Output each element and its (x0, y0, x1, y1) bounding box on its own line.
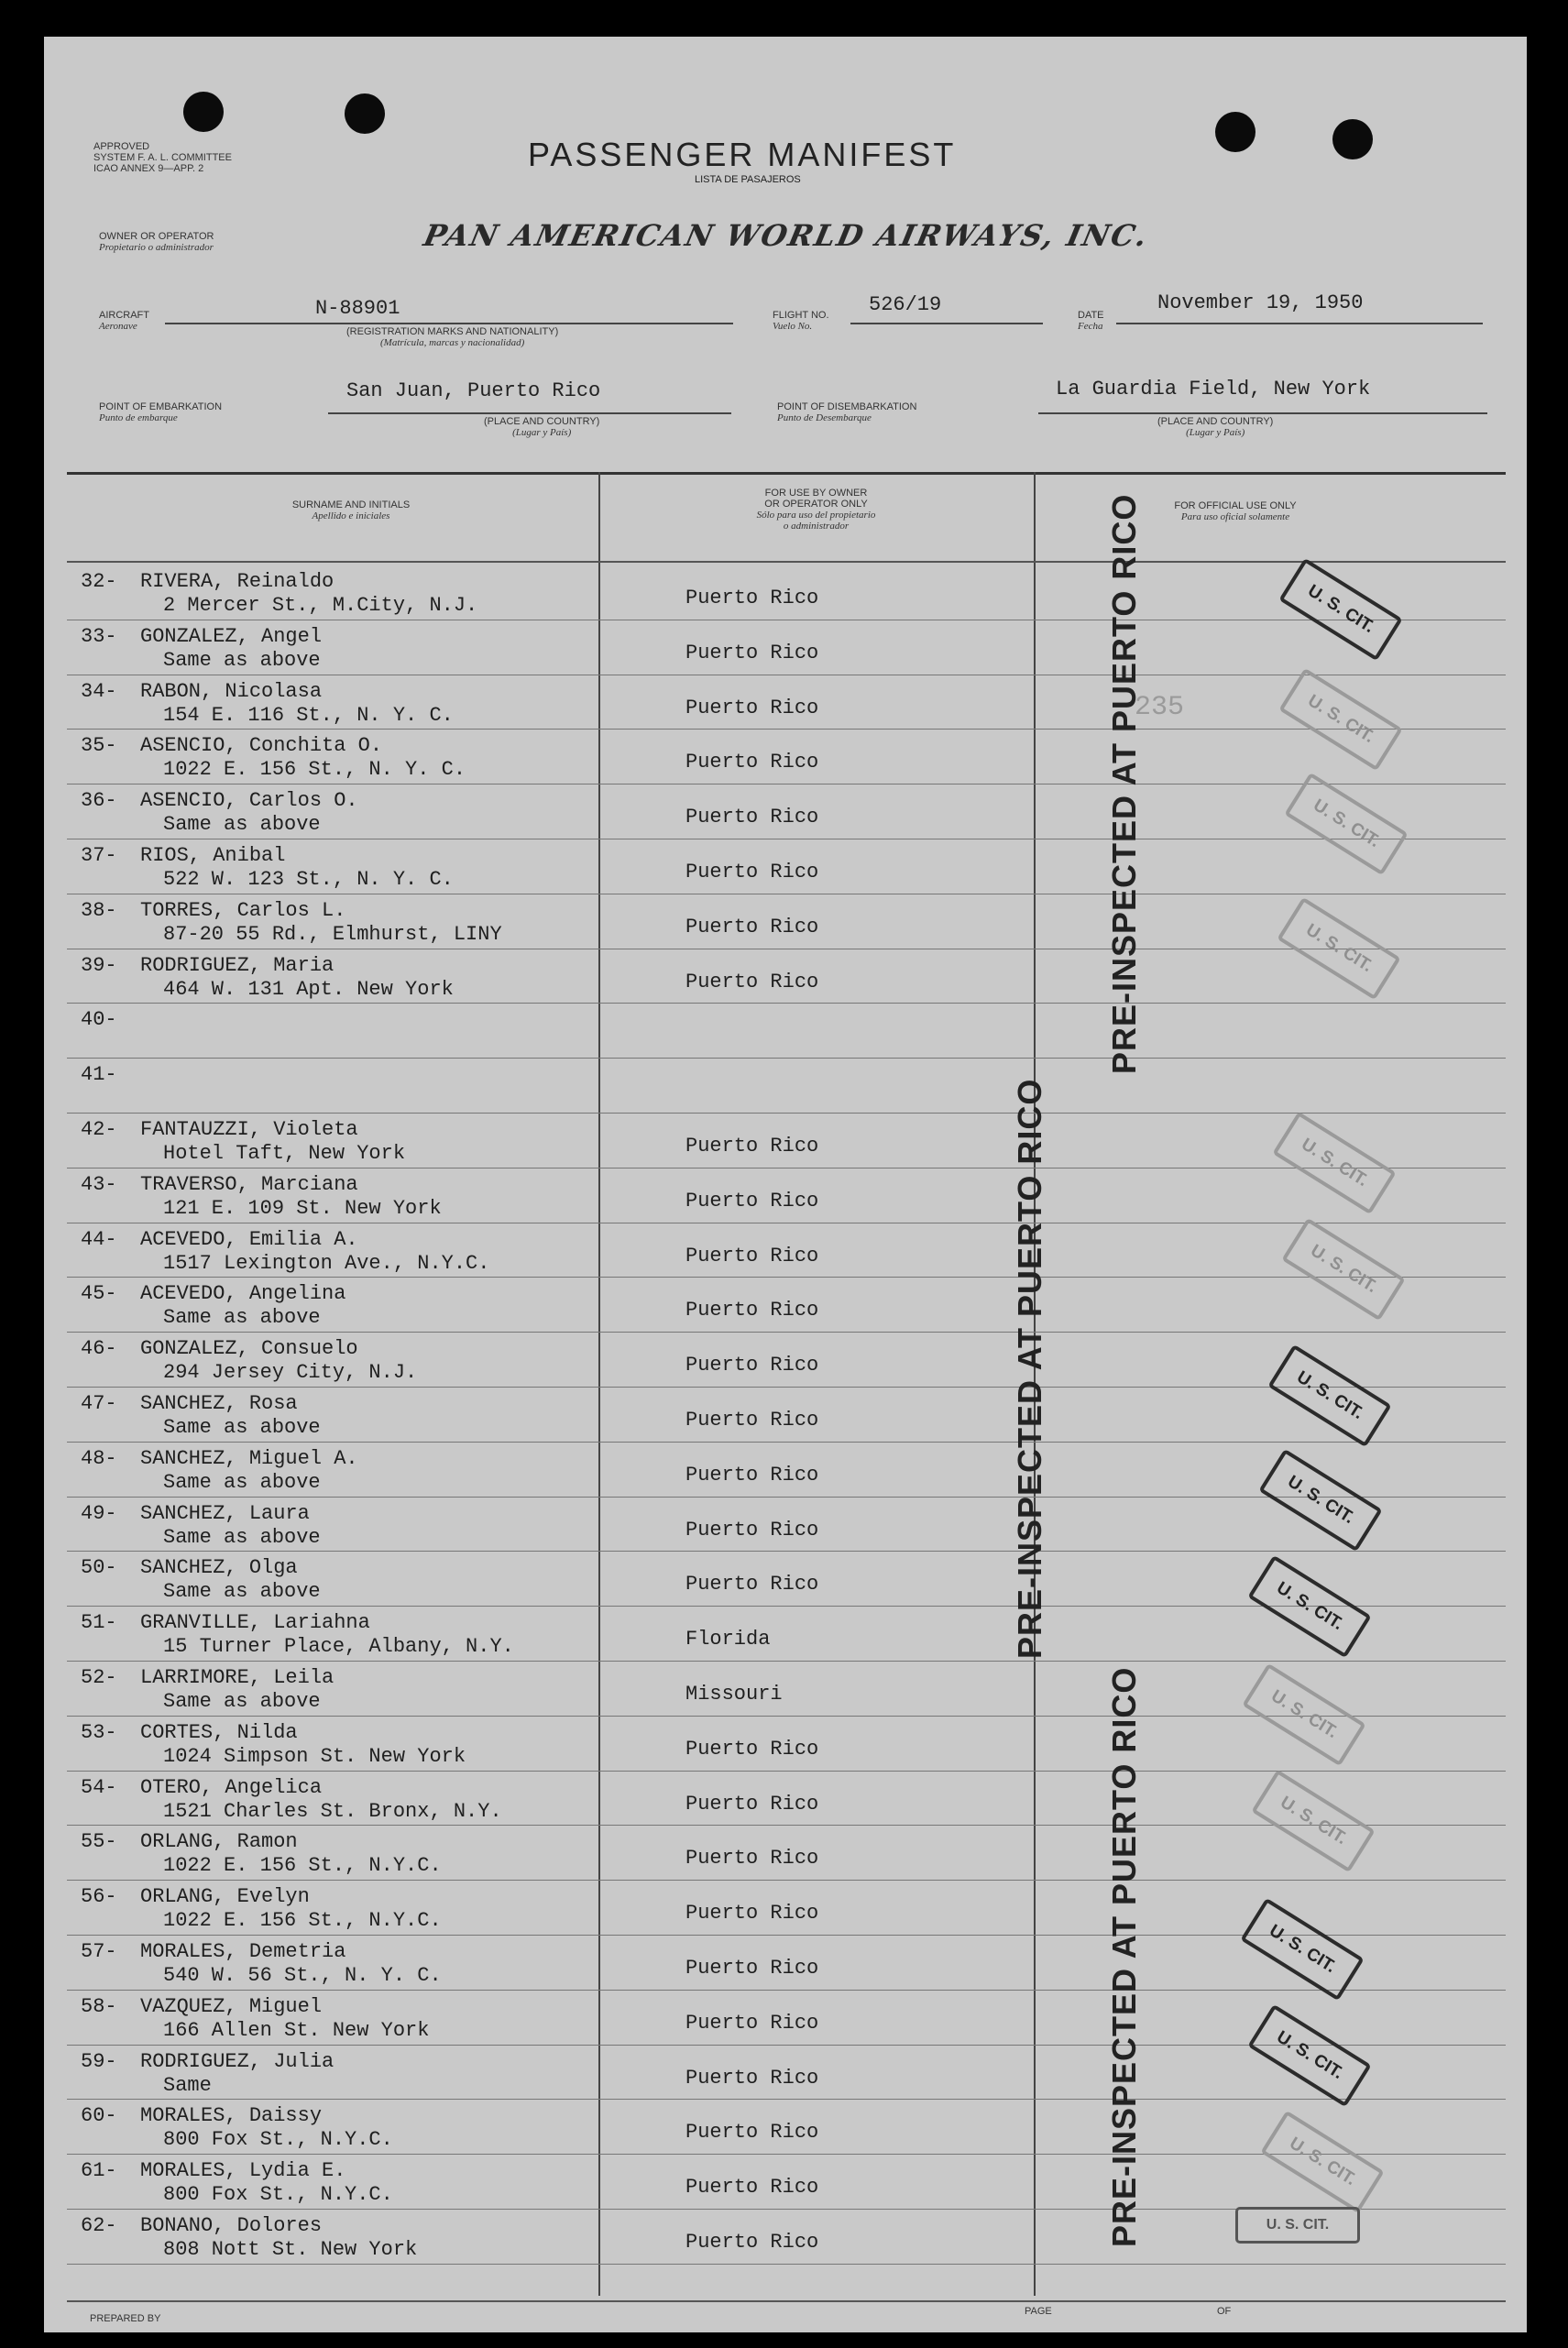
owner-use-header-es-1: Sólo para uso del propietario (756, 510, 876, 521)
date-label-en: DATE (1078, 310, 1104, 321)
passenger-address: 87-20 55 Rd., Elmhurst, LINY (163, 922, 502, 946)
passenger-name: TRAVERSO, Marciana (140, 1172, 358, 1196)
citizen-stamp: U. S. CIT. (1278, 668, 1402, 772)
owner-use-header-es-2: o administrador (783, 521, 850, 532)
row-rule (67, 1880, 1506, 1881)
citizen-stamp: U. S. CIT. (1267, 1344, 1391, 1448)
passenger-address: 540 W. 56 St., N. Y. C. (163, 1964, 442, 1987)
owner-label-es: Propietario o administrador (99, 242, 214, 253)
passenger-destination: Missouri (685, 1683, 783, 1706)
surname-header-en: SURNAME AND INITIALS (291, 499, 411, 510)
row-rule (67, 1332, 1506, 1333)
page-subtitle: LISTA DE PASAJEROS (695, 174, 801, 185)
row-rule (67, 1168, 1506, 1169)
row-number: 54- (81, 1775, 117, 1799)
table-row (44, 1004, 1527, 1059)
punch-hole (1215, 112, 1255, 152)
passenger-destination: Puerto Rico (685, 587, 819, 609)
passenger-address: 1521 Charles St. Bronx, N.Y. (163, 1799, 502, 1823)
passenger-destination: Puerto Rico (685, 751, 819, 774)
passenger-destination: Puerto Rico (685, 1463, 819, 1487)
passenger-address: 800 Fox St., N.Y.C. (163, 2128, 393, 2152)
passenger-destination: Puerto Rico (685, 1902, 819, 1926)
row-rule (67, 1442, 1506, 1443)
punch-hole (183, 92, 224, 132)
row-number: 47- (81, 1392, 117, 1415)
operator-name: PAN AMERICAN WORLD AIRWAYS, INC. (420, 218, 1152, 253)
owner-label-en: OWNER OR OPERATOR (99, 231, 214, 242)
official-use-header-es: Para uso oficial solamente (1180, 511, 1290, 522)
citizen-stamp: U. S. CIT. (1240, 1898, 1364, 2002)
passenger-destination: Puerto Rico (685, 2121, 819, 2145)
row-number: 59- (81, 2049, 117, 2073)
passenger-name: RIOS, Anibal (140, 844, 286, 867)
form-code-line: ICAO ANNEX 9—APP. 2 (93, 163, 204, 174)
passenger-name: ACEVEDO, Angelina (140, 1282, 346, 1306)
passenger-name: MORALES, Daissy (140, 2104, 323, 2128)
date-label (1078, 310, 1104, 332)
page-label: PAGE (1025, 2306, 1052, 2317)
row-number: 58- (81, 1994, 117, 2018)
disembarkation-value: La Guardia Field, New York (1056, 378, 1371, 400)
row-number: 46- (81, 1337, 117, 1361)
passenger-name: GONZALEZ, Angel (140, 624, 323, 648)
embarkation-hint-en: (PLACE AND COUNTRY) (484, 416, 600, 427)
date-value: November 19, 1950 (1157, 291, 1364, 314)
passenger-address: Same (163, 2073, 212, 2097)
passenger-address: Same as above (163, 1306, 321, 1330)
owner-use-header-2: OR OPERATOR ONLY (764, 499, 868, 510)
aircraft-hint (346, 326, 558, 348)
table-row (44, 1169, 1527, 1224)
disembarkation-label-en: POINT OF DISEMBARKATION (777, 401, 917, 412)
flight-label-en: FLIGHT NO. (773, 310, 829, 321)
embarkation-label-es: Punto de embarque (99, 412, 178, 423)
table-row (44, 1278, 1527, 1333)
citizen-stamp: U. S. CIT. (1281, 1218, 1405, 1322)
punch-hole (1332, 119, 1373, 159)
passenger-destination: Puerto Rico (685, 696, 819, 719)
passenger-destination: Puerto Rico (685, 1244, 819, 1267)
column-header-owner-use (603, 488, 1029, 532)
passenger-address: 464 W. 131 Apt. New York (163, 977, 454, 1001)
citizen-stamp: U. S. CIT. (1284, 773, 1408, 876)
passenger-name: ORLANG, Ramon (140, 1830, 298, 1854)
aircraft-value: N-88901 (315, 297, 400, 320)
row-number: 62- (81, 2214, 117, 2237)
passenger-destination: Puerto Rico (685, 1957, 819, 1980)
passenger-address: 154 E. 116 St., N. Y. C. (163, 703, 454, 727)
passenger-name: OTERO, Angelica (140, 1775, 323, 1799)
passenger-name: VAZQUEZ, Miguel (140, 1994, 323, 2018)
passenger-destination: Puerto Rico (685, 2066, 819, 2090)
row-rule (67, 1551, 1506, 1552)
passenger-address: Same as above (163, 1690, 321, 1713)
citizen-stamp: U. S. CIT. (1272, 1112, 1396, 1215)
passenger-destination: Puerto Rico (685, 1354, 819, 1377)
passenger-address: Same as above (163, 648, 321, 672)
passenger-name: MORALES, Lydia E. (140, 2159, 346, 2183)
passenger-destination: Puerto Rico (685, 1573, 819, 1596)
passenger-address: 1517 Lexington Ave., N.Y.C. (163, 1251, 490, 1275)
prepared-by-label: PREPARED BY (90, 2313, 161, 2324)
official-use-header-en: FOR OFFICIAL USE ONLY (1174, 500, 1297, 511)
passenger-name: ACEVEDO, Emilia A. (140, 1227, 358, 1251)
column-header-surname (108, 499, 594, 521)
passenger-name: RODRIGUEZ, Maria (140, 953, 334, 977)
row-number: 45- (81, 1282, 117, 1306)
row-number: 61- (81, 2159, 117, 2183)
passenger-destination: Florida (685, 1628, 771, 1651)
passenger-address: Same as above (163, 1470, 321, 1494)
date-label-es: Fecha (1078, 321, 1103, 332)
passenger-destination: Puerto Rico (685, 1737, 819, 1761)
passenger-address: 522 W. 123 St., N. Y. C. (163, 868, 454, 891)
passenger-name: RODRIGUEZ, Julia (140, 2049, 334, 2073)
row-number: 43- (81, 1172, 117, 1196)
row-rule (67, 2264, 1506, 2265)
row-number: 35- (81, 734, 117, 758)
row-number: 51- (81, 1611, 117, 1635)
row-number: 40- (81, 1008, 117, 1032)
passenger-address: 2 Mercer St., M.City, N.J. (163, 594, 478, 617)
row-number: 37- (81, 844, 117, 867)
embarkation-label (99, 401, 222, 423)
passenger-name: RABON, Nicolasa (140, 679, 323, 703)
passenger-address: 808 Nott St. New York (163, 2238, 418, 2261)
row-number: 53- (81, 1720, 117, 1744)
row-number: 33- (81, 624, 117, 648)
citizen-stamp: U. S. CIT. (1251, 1770, 1375, 1873)
passenger-name: GRANVILLE, Lariahna (140, 1611, 370, 1635)
row-number: 42- (81, 1118, 117, 1141)
row-rule (67, 1058, 1506, 1059)
passenger-address: Same as above (163, 1525, 321, 1549)
passenger-name: ASENCIO, Conchita O. (140, 734, 383, 758)
passenger-destination: Puerto Rico (685, 1299, 819, 1322)
passenger-name: SANCHEZ, Rosa (140, 1392, 298, 1415)
citizen-stamp: U. S. CIT. (1242, 1663, 1365, 1767)
preinspected-stamp: PRE-INSPECTED AT PUERTO RICO (1105, 1666, 1143, 2247)
passenger-address: 166 Allen St. New York (163, 2018, 430, 2042)
manifest-sheet (44, 37, 1527, 2332)
passenger-address: Same as above (163, 1416, 321, 1439)
preinspected-stamp: PRE-INSPECTED AT PUERTO RICO (1011, 1078, 1048, 1659)
passenger-destination: Puerto Rico (685, 1409, 819, 1432)
passenger-destination: Puerto Rico (685, 641, 819, 664)
row-number: 55- (81, 1830, 117, 1854)
row-number: 60- (81, 2104, 117, 2128)
disembarkation-label-es: Punto de Desembarque (777, 412, 872, 423)
row-number: 34- (81, 679, 117, 703)
passenger-name: SANCHEZ, Olga (140, 1556, 298, 1580)
row-rule (67, 2099, 1506, 2100)
row-number: 56- (81, 1885, 117, 1909)
embarkation-value: San Juan, Puerto Rico (346, 379, 601, 402)
passenger-destination: Puerto Rico (685, 2011, 819, 2035)
row-number: 32- (81, 570, 117, 593)
passenger-destination: Puerto Rico (685, 861, 819, 883)
aircraft-hint-en: (REGISTRATION MARKS AND NATIONALITY) (346, 326, 559, 337)
disembarkation-label (777, 401, 916, 423)
passenger-name: ASENCIO, Carlos O. (140, 789, 358, 813)
passenger-destination: Puerto Rico (685, 2176, 819, 2200)
citizen-stamp: U. S. CIT. (1247, 1555, 1371, 1659)
surname-header-es: Apellido e iniciales (312, 510, 390, 521)
passenger-destination: Puerto Rico (685, 1847, 819, 1871)
passenger-destination: Puerto Rico (685, 1189, 819, 1212)
aircraft-label-es: Aeronave (99, 321, 137, 332)
row-number: 36- (81, 789, 117, 813)
row-number: 48- (81, 1446, 117, 1470)
page-title: PASSENGER MANIFEST (528, 136, 957, 173)
passenger-name: CORTES, Nilda (140, 1720, 298, 1744)
form-code (93, 141, 232, 174)
citizen-stamp: U. S. CIT. (1278, 558, 1402, 662)
citizen-stamp: U. S. CIT. (1277, 897, 1400, 1001)
embarkation-hint-es: (Lugar y País) (512, 427, 572, 438)
row-number: 38- (81, 898, 117, 922)
row-rule (67, 1771, 1506, 1772)
preinspected-stamp: PRE-INSPECTED AT PUERTO RICO (1105, 493, 1143, 1074)
passenger-address: 1022 E. 156 St., N.Y.C. (163, 1854, 442, 1878)
punch-hole (345, 93, 385, 134)
passenger-name: FANTAUZZI, Violeta (140, 1118, 358, 1141)
passenger-name: SANCHEZ, Miguel A. (140, 1446, 358, 1470)
passenger-address: 800 Fox St., N.Y.C. (163, 2183, 393, 2207)
passenger-name: SANCHEZ, Laura (140, 1501, 310, 1525)
row-number: 44- (81, 1227, 117, 1251)
embarkation-hint (484, 416, 599, 438)
passenger-destination: Puerto Rico (685, 2231, 819, 2254)
flight-value: 526/19 (869, 293, 942, 316)
citizen-stamp: U. S. CIT. (1235, 2207, 1360, 2244)
aircraft-hint-es: (Matrícula, marcas y nacionalidad) (380, 337, 525, 348)
row-rule (67, 1003, 1506, 1004)
passenger-name: TORRES, Carlos L. (140, 898, 346, 922)
passenger-destination: Puerto Rico (685, 915, 819, 938)
passenger-address: Same as above (163, 1580, 321, 1604)
passenger-address: 121 E. 109 St. New York (163, 1196, 442, 1220)
passenger-name: MORALES, Demetria (140, 1940, 346, 1963)
disembarkation-hint (1157, 416, 1273, 438)
passenger-address: 1022 E. 156 St., N.Y.C. (163, 1909, 442, 1933)
aircraft-label-en: AIRCRAFT (99, 310, 149, 321)
table-row (44, 621, 1527, 676)
passenger-destination: Puerto Rico (685, 1792, 819, 1816)
owner-use-header-1: FOR USE BY OWNER (764, 488, 868, 499)
row-rule (67, 1113, 1506, 1114)
table-row (44, 1059, 1527, 1114)
row-rule (67, 1661, 1506, 1662)
row-number: 57- (81, 1940, 117, 1963)
row-number: 49- (81, 1501, 117, 1525)
form-code-line: APPROVED (93, 141, 150, 152)
flight-label (773, 310, 829, 332)
table-row (44, 950, 1527, 1005)
row-number: 50- (81, 1556, 117, 1580)
passenger-address: 1022 E. 156 St., N. Y. C. (163, 758, 466, 782)
passenger-address: 15 Turner Place, Albany, N.Y. (163, 1635, 514, 1659)
passenger-address: Same as above (163, 813, 321, 837)
passenger-destination: Puerto Rico (685, 1518, 819, 1542)
of-label: OF (1217, 2306, 1232, 2317)
passenger-destination: Puerto Rico (685, 970, 819, 993)
passenger-name: RIVERA, Reinaldo (140, 570, 334, 593)
passenger-destination: Puerto Rico (685, 1135, 819, 1158)
row-number: 52- (81, 1666, 117, 1689)
passenger-address: 294 Jersey City, N.J. (163, 1361, 418, 1385)
passenger-name: BONANO, Dolores (140, 2214, 323, 2237)
table-row (44, 730, 1527, 785)
citizen-stamp: U. S. CIT. (1258, 1449, 1382, 1553)
form-code-line: SYSTEM F. A. L. COMMITTEE (93, 152, 232, 163)
aircraft-label (99, 310, 149, 332)
disembarkation-hint-en: (PLACE AND COUNTRY) (1157, 416, 1274, 427)
owner-label (99, 231, 214, 253)
disembarkation-hint-es: (Lugar y País) (1186, 427, 1245, 438)
flight-label-es: Vuelo No. (773, 321, 813, 332)
row-rule (67, 1277, 1506, 1278)
passenger-name: GONZALEZ, Consuelo (140, 1337, 358, 1361)
row-rule (67, 729, 1506, 730)
row-rule (67, 1990, 1506, 1991)
table-row (44, 840, 1527, 895)
row-number: 39- (81, 953, 117, 977)
citizen-stamp: U. S. CIT. (1260, 2111, 1384, 2214)
page-count-note: 235 (1135, 692, 1185, 723)
passenger-address: 1024 Simpson St. New York (163, 1744, 466, 1768)
embarkation-label-en: POINT OF EMBARKATION (99, 401, 223, 412)
passenger-name: LARRIMORE, Leila (140, 1666, 334, 1689)
citizen-stamp: U. S. CIT. (1247, 2004, 1371, 2108)
passenger-address: Hotel Taft, New York (163, 1142, 406, 1165)
passenger-destination: Puerto Rico (685, 806, 819, 829)
passenger-name: ORLANG, Evelyn (140, 1885, 310, 1909)
row-number: 41- (81, 1063, 117, 1087)
